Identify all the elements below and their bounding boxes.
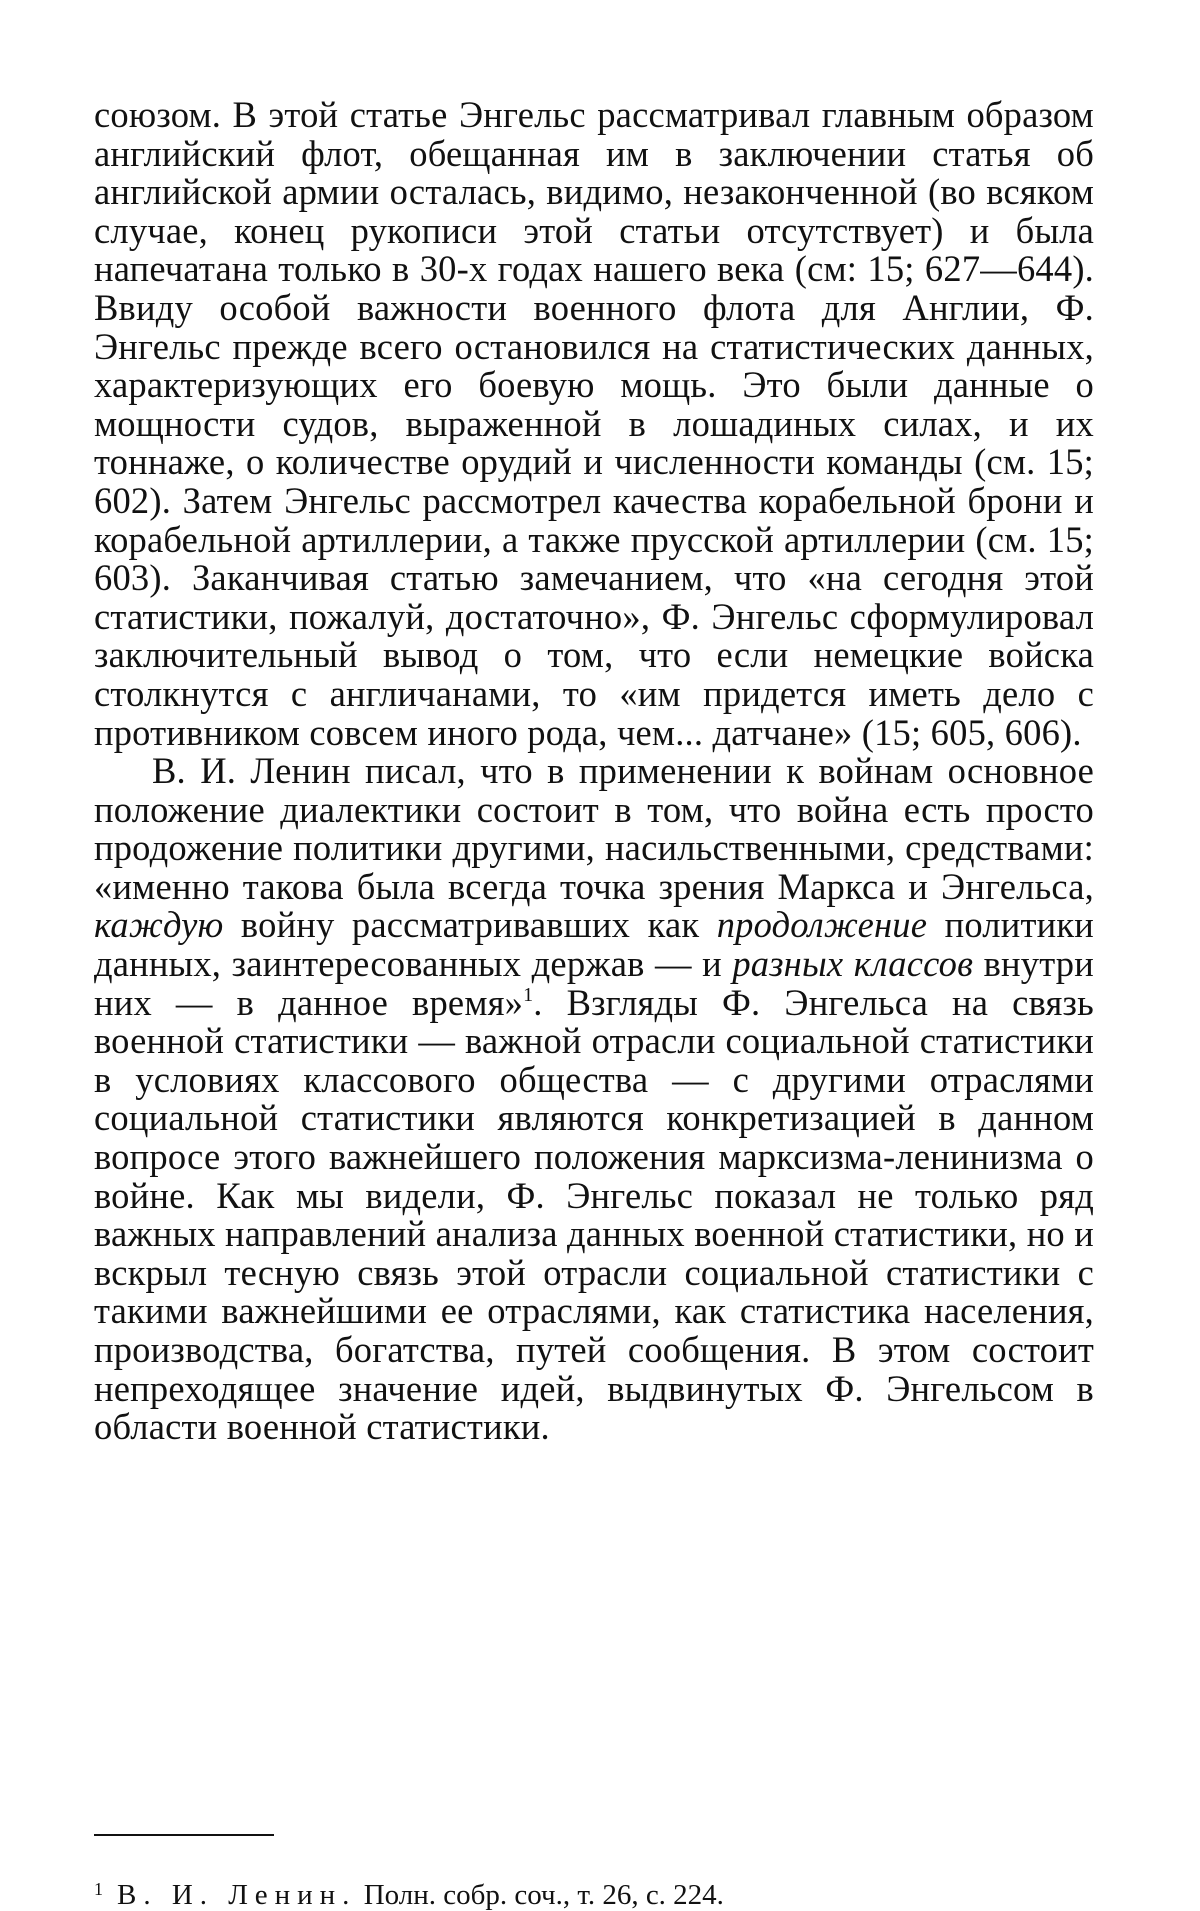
paragraph-2-part-2: войну рассматривавших как xyxy=(223,904,717,946)
footnote-reference: 1 xyxy=(523,983,534,1006)
emphasis-each: каждую xyxy=(94,904,224,946)
footnote-text: Полн. собр. соч., т. 26, с. 224. xyxy=(356,1879,724,1911)
footnote-mark: 1 xyxy=(94,1879,103,1899)
paragraph-1: союзом. В этой статье Энгельс рассматривал главным образом английский флот, обещанная им в заключении статья об английской армии осталась, видимо, незаконченной (во всяком случае, конец рукописи этой статьи отсутствует) и была напечатана только в 30-х годах нашего века (см: 15; 627—644). Ввиду особой важности военного флота для Англии, Ф. Энгельс прежде всего остановился на статистических данных, характеризующих его боевую мощь. Это были данные о мощности судов, выраженной в лошадиных силах, и их тоннаже, о количестве орудий и численности команды (см. 15; 602). Затем Энгельс рассмотрел качества корабельной брони и корабельной артиллерии, а также прусской артиллерии (см. 15; 603). Заканчивая статью замечанием, что «на сегодня этой статистики, пожалуй, достаточно», Ф. Энгельс сформулировал заключительный вывод о том, что если немецкие войска столкнутся с англичанами, то «им придется иметь дело с противником совсем иного рода, чем... датчане» (15; 605, 606). xyxy=(94,94,1094,753)
main-text xyxy=(94,96,1094,1447)
emphasis-different-classes: разных классов xyxy=(732,943,974,985)
paragraph-2-part-4: внутри них — в данное время» xyxy=(94,943,1094,1023)
paragraph-2-part-5: . Взгляды Ф. Энгельса на связь военной статистики — важной отрасли социальной статистики в условиях классового общества — с другими отраслями социальной статистики являются конкретизацией в данном вопросе этого важнейшего положения марксизма-ленинизма о войне. Как мы видели, Ф. Энгельс показал не только ряд важных направлений анализа данных военной статистики, но и вскрыл тесную связь этой отрасли социальной статистики с такими важнейшими ее отраслями, как статистика населения, производства, богатства, путей сообщения. В этом состоит непреходящее значение идей, выдвинутых Ф. Энгельсом в области военной статистики. xyxy=(94,981,1094,1448)
paragraph-2-part-3: политики данных, заинтересованных держав — и xyxy=(94,904,1094,985)
paragraph-2-part-1: В. И. Ленин писал, что в применении к войнам основное положение диалектики состоит в том, что война есть просто продожение политики другими, насильственными, средствами: «именно такова была всегда точка зрения Маркса и Энгельса, xyxy=(94,750,1094,907)
footnote-author: В. И. Ленин. xyxy=(117,1879,357,1911)
emphasis-continuation: продолжение xyxy=(716,904,928,946)
footnote xyxy=(94,1873,1094,1911)
paragraph-2 xyxy=(94,752,1094,1447)
footnote-divider xyxy=(94,1834,274,1836)
page-content xyxy=(94,96,1094,1447)
